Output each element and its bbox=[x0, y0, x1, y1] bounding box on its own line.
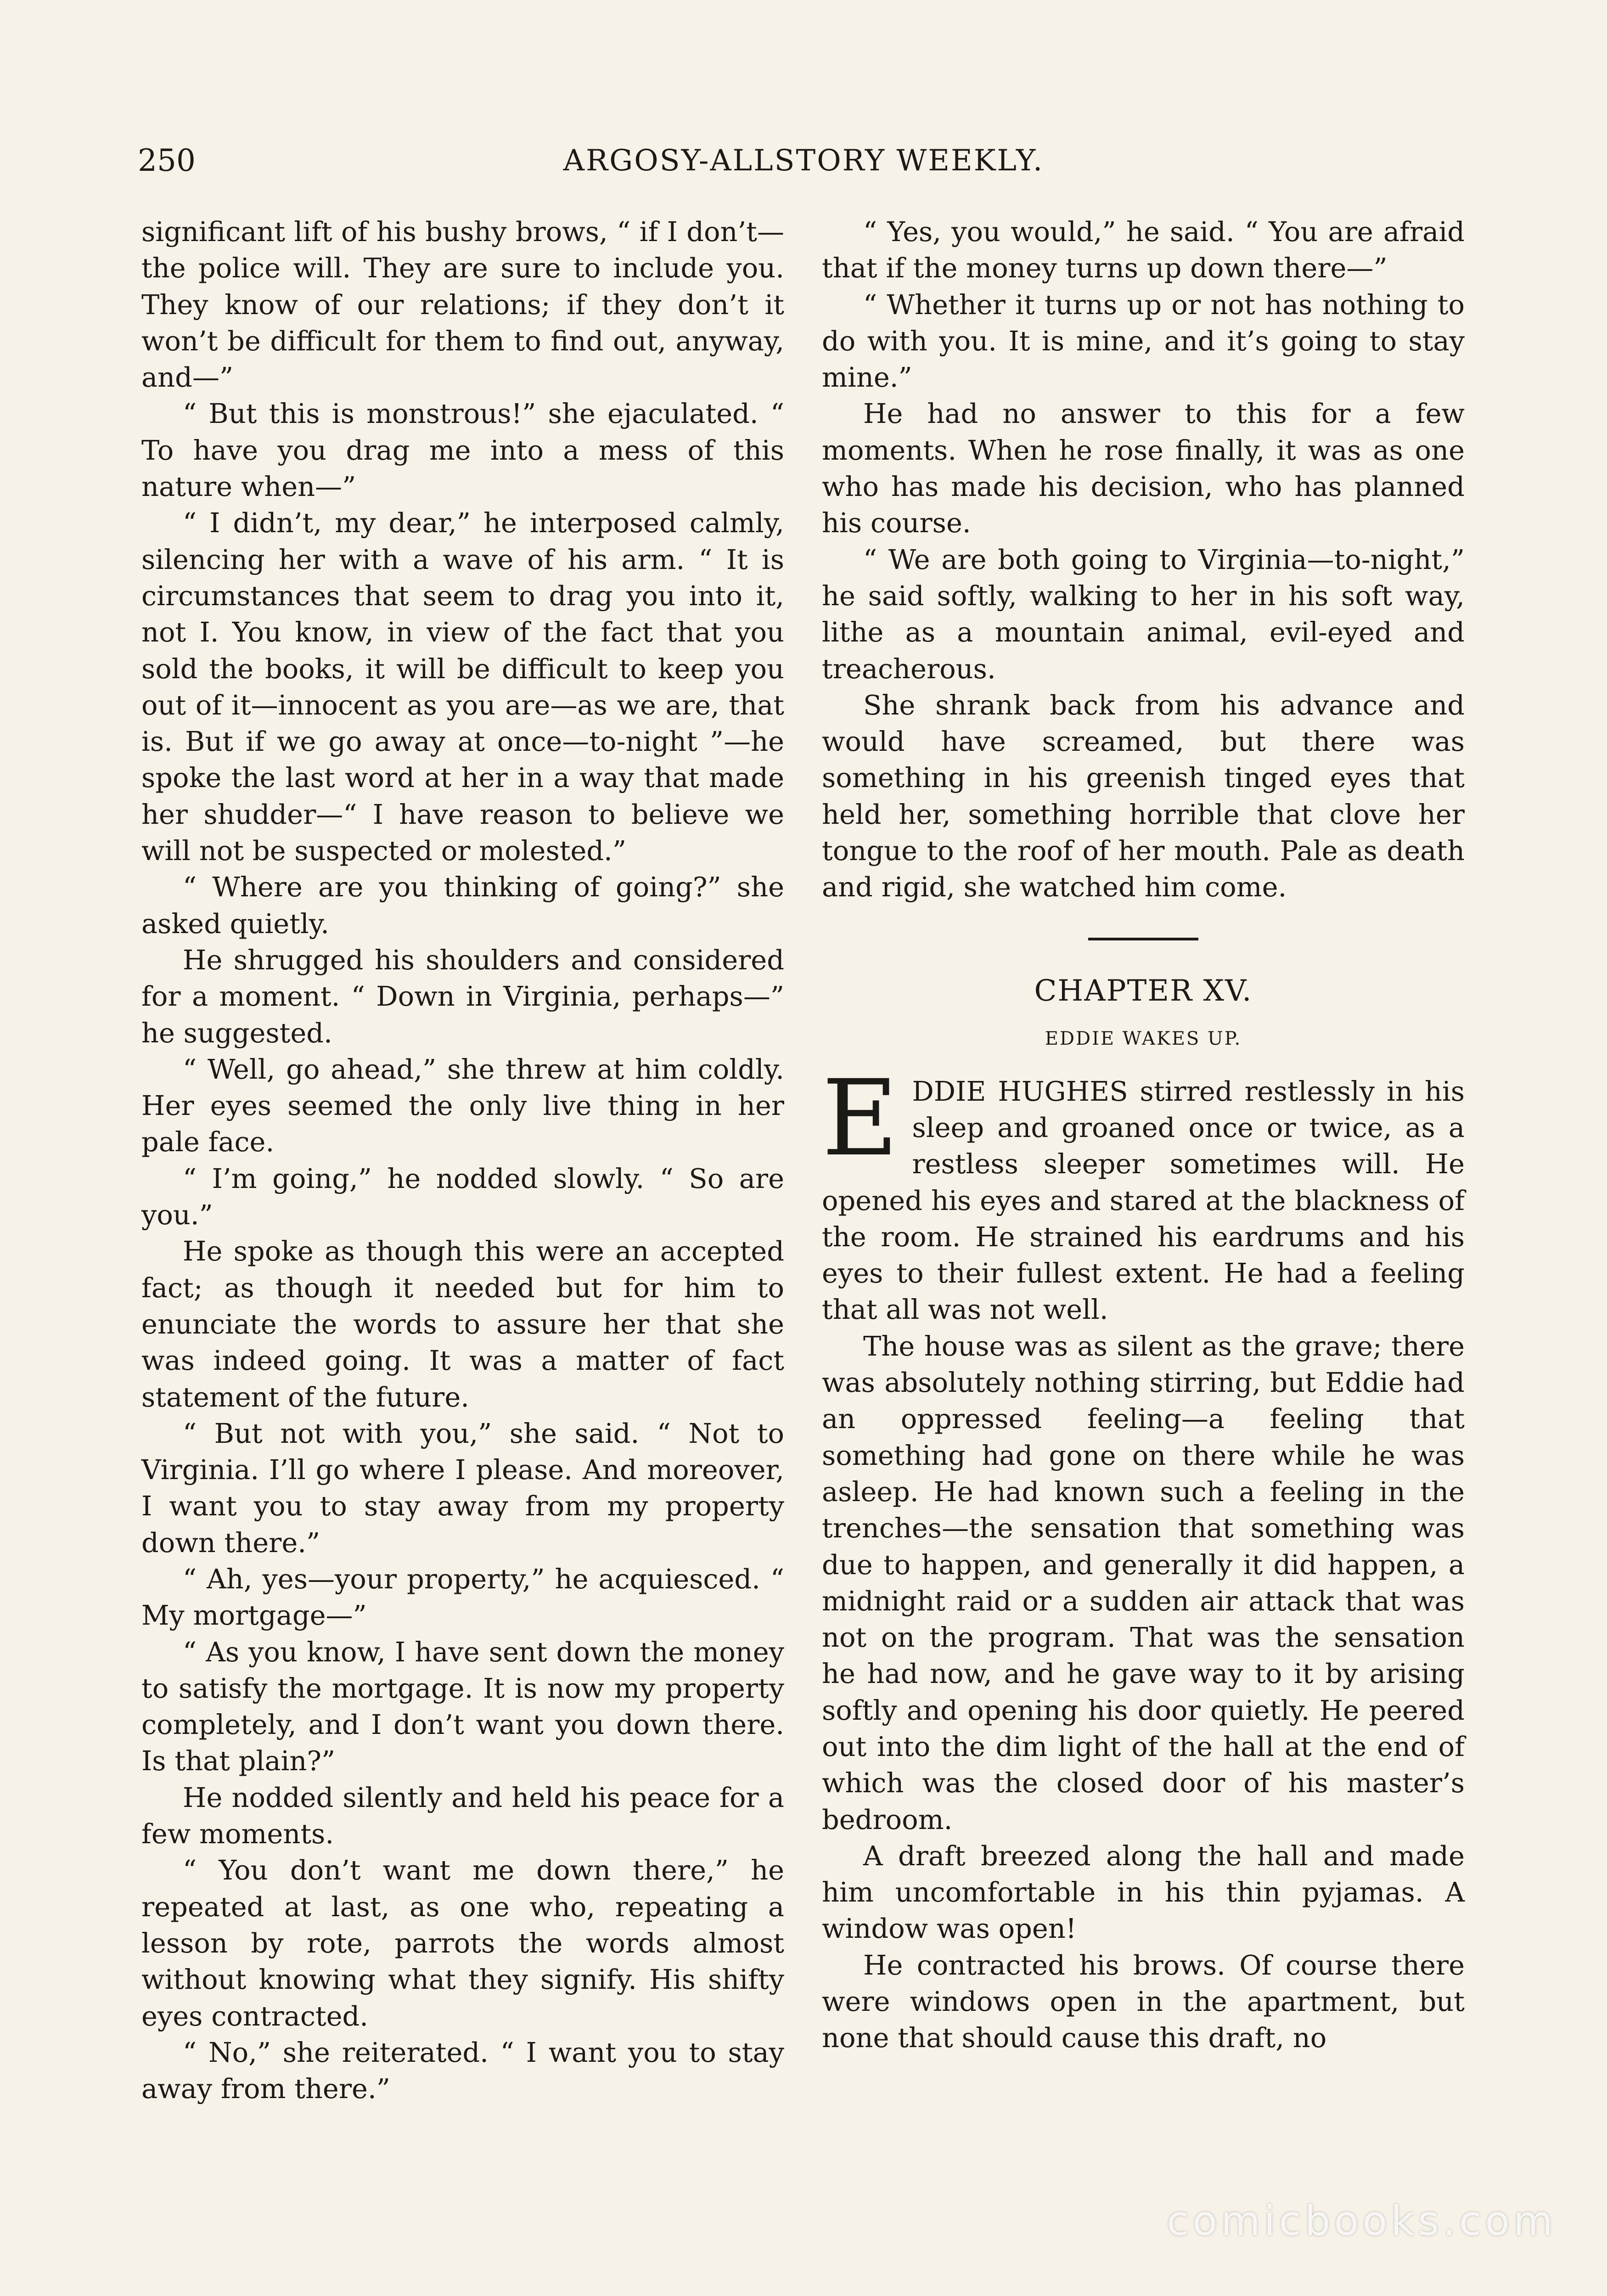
chapter-first-paragraph bbox=[822, 1057, 1465, 1328]
paragraph: A draft breezed along the hall and made him uncomfortable in his thin pyjamas. A window was open! bbox=[822, 1840, 1465, 1945]
paragraph: She shrank back from his advance and would have screamed, but there was something in his greenish tinged eyes that held her, something horrible that clove her tongue to the roof of her mouth. Pale as death and rigid, she watched him come. bbox=[822, 689, 1465, 903]
paragraph: He nodded silently and held his peace for a few moments. bbox=[141, 1781, 784, 1850]
paragraph: “ Yes, you would,” he said. “ You are afraid that if the money turns up down there—” bbox=[822, 216, 1465, 284]
first-paragraph-text: DDIE HUGHES stirred restlessly in his sleep and groaned once or twice, as a restless sleeper sometimes will. He opened his eyes and stared at the blackness of the room. He strained his eardrums and his eyes to their fullest extent. He had a feeling that all was not well. bbox=[822, 1075, 1465, 1326]
paragraph: “ We are both going to Virginia—to-night,” he said softly, walking to her in his soft way, lithe as a mountain animal, evil-eyed and treacherous. bbox=[822, 543, 1465, 685]
page-number: 250 bbox=[138, 143, 196, 178]
paragraph: He contracted his brows. Of course there were windows open in the apartment, but none that should cause this draft, no bbox=[822, 1949, 1465, 2054]
chapter-subtitle: EDDIE WAKES UP. bbox=[1045, 1028, 1242, 1049]
paragraph: “ But this is monstrous!” she ejaculated. “ To have you drag me into a mess of this nature when—” bbox=[141, 398, 784, 503]
paragraph: “ No,” she reiterated. “ I want you to stay away from there.” bbox=[141, 2036, 784, 2105]
paragraph: “ Ah, yes—your property,” he acquiesced. “ My mortgage—” bbox=[141, 1563, 784, 1632]
paragraph: The house was as silent as the grave; there was absolutely nothing stirring, but Eddie had an oppressed feeling—a feeling that something had gone on there while he was asleep. He had known such a feeling in the trenches—the sensation that something was due to happen, and generally it did happen, a midnight raid or a sudden air attack that was not on the program. That was the sensation he had now, and he gave way to it by arising softly and opening his door quietly. He peered out into the dim light of the hall at the end of which was the closed door of his master’s bedroom. bbox=[822, 1330, 1465, 1835]
left-column bbox=[141, 214, 784, 2107]
paragraph: “ Whether it turns up or not has nothing to do with you. It is mine, and it’s going to stay mine.” bbox=[822, 288, 1465, 394]
paragraph: “ You don’t want me down there,” he repeated at last, as one who, repeating a lesson by rote, parrots the words almost without knowing what they signify. His shifty eyes contracted. bbox=[141, 1854, 784, 2032]
paragraph: “ As you know, I have sent down the money to satisfy the mortgage. It is now my property completely, and I don’t want you down there. Is that plain?” bbox=[141, 1636, 784, 1777]
paragraph: He spoke as though this were an accepted fact; as though it needed but for him to enunciate the words to assure her that she was indeed going. It was a matter of fact statement of the future. bbox=[141, 1235, 784, 1413]
right-column bbox=[822, 214, 1465, 2056]
paragraph: “ Well, go ahead,” she threw at him coldly. Her eyes seemed the only live thing in her pale face. bbox=[141, 1053, 784, 1158]
paragraph: significant lift of his bushy brows, “ if I don’t—the police will. They are sure to include you. They know of our relations; if they don’t it won’t be difficult for them to find out, anyway, and—” bbox=[141, 216, 784, 394]
paragraph: “ Where are you thinking of going?” she asked quietly. bbox=[141, 871, 784, 940]
drop-cap: E bbox=[822, 1057, 899, 1179]
paragraph: He shrugged his shoulders and considered for a moment. “ Down in Virginia, perhaps—” he suggested. bbox=[141, 944, 784, 1049]
paragraph: “ But not with you,” she said. “ Not to Virginia. I’ll go where I please. And moreover, I want you to stay away from my property down there.” bbox=[141, 1417, 784, 1559]
paragraph: “ I didn’t, my dear,” he interposed calmly, silencing her with a wave of his arm. “ It is circumstances that seem to drag you into it, not I. You know, in view of the fact that you sold the books, it will be difficult to keep you out of it—innocent as you are—as we are, that is. But if we go away at once—to-night ”—he spoke the last word at her in a way that made her shudder—“ I have reason to believe we will not be suspected or molested.” bbox=[141, 507, 784, 867]
paragraph: “ I’m going,” he nodded slowly. “ So are you.” bbox=[141, 1162, 784, 1231]
page-header bbox=[138, 138, 1469, 193]
chapter-title: CHAPTER XV. bbox=[1034, 974, 1253, 1008]
section-divider bbox=[1088, 938, 1198, 940]
paragraph: He had no answer to this for a few moments. When he rose finally, it was as one who has made his decision, who has planned his course. bbox=[822, 398, 1465, 539]
watermark: comicbooks.com bbox=[1166, 2197, 1556, 2245]
running-title: ARGOSY-ALLSTORY WEEKLY. bbox=[563, 144, 1044, 178]
